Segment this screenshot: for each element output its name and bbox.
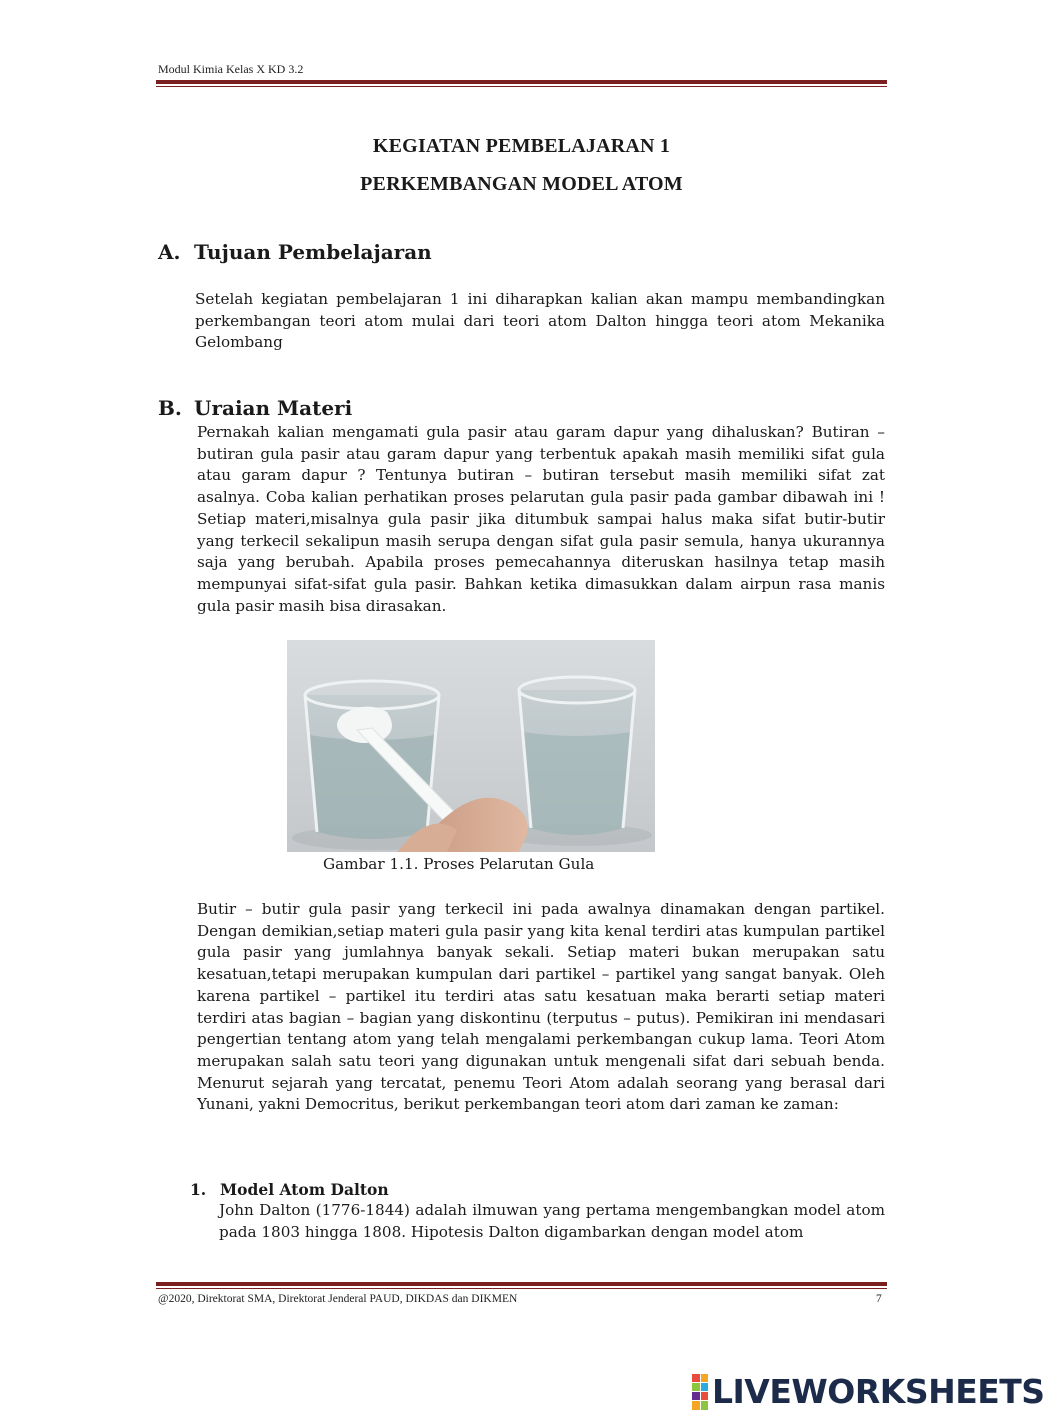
- subsection-1-heading: [190, 1180, 389, 1199]
- subsection-1-paragraph: John Dalton (1776-1844) adalah ilmuwan yang pertama mengembangkan model atom pada 1803 hingga 1808. Hipotesis Dalton digambarkan dengan model atom: [219, 1201, 885, 1241]
- liveworksheets-text: LIVEWORKSHEETS: [712, 1372, 1045, 1411]
- section-b-title: Uraian Materi: [194, 396, 353, 420]
- header-rule: [156, 80, 887, 87]
- page-header: Modul Kimia Kelas X KD 3.2: [158, 62, 304, 76]
- subsection-1-title: Model Atom Dalton: [220, 1180, 389, 1199]
- footer-credit: @2020, Direktorat SMA, Direktorat Jenderal PAUD, DIKDAS dan DIKMEN: [158, 1293, 518, 1305]
- subsection-1-number: 1.: [190, 1180, 207, 1199]
- sugar-dissolving-photo: [287, 640, 655, 852]
- section-b-number: B.: [158, 396, 182, 420]
- footer-rule: [156, 1282, 887, 1289]
- section-a-paragraph: Setelah kegiatan pembelajaran 1 ini diharapkan kalian akan mampu membandingkan perkembangan teori atom mulai dari teori atom Dalton hingga teori atom Mekanika Gelombang: [195, 290, 885, 352]
- liveworksheets-watermark: [692, 1372, 1045, 1411]
- figure-caption: Gambar 1.1. Proses Pelarutan Gula: [323, 855, 595, 873]
- liveworksheets-logo-icon: [692, 1374, 708, 1410]
- section-a-number: A.: [158, 240, 181, 264]
- page-number: 7: [876, 1293, 882, 1305]
- section-a-title: Tujuan Pembelajaran: [194, 240, 432, 264]
- lesson-subtitle: PERKEMBANGAN MODEL ATOM: [360, 173, 683, 195]
- section-b-paragraph-2: Butir – butir gula pasir yang terkecil ini pada awalnya dinamakan dengan partikel. Dengan demikian,setiap materi gula pasir yang kita kenal terdiri atas kumpulan partikel gula pasir yang jumlahnya banyak sekali. Setiap materi bukan merupakan satu kesatuan,tetapi merupakan kumpulan dari partikel – partikel yang sangat banyak. Oleh karena partikel – partikel itu terdiri atas satu kesatuan maka berarti setiap materi terdiri atas bagian – bagian yang diskontinu (terputus – putus). Pemikiran ini mendasari pengertian tentang atom yang telah mengalami perkembangan cukup lama. Teori Atom merupakan salah satu teori yang digunakan untuk mengenali sifat dari sebuah benda. Menurut sejarah yang tercatat, penemu Teori Atom adalah seorang yang berasal dari Yunani, yakni Democritus, berikut perkembangan teori atom dari zaman ke zaman:: [197, 900, 885, 1114]
- section-a-heading: [158, 240, 432, 264]
- section-b-heading: [158, 396, 352, 420]
- lesson-title: KEGIATAN PEMBELAJARAN 1: [372, 135, 671, 157]
- section-b-paragraph-1: Pernakah kalian mengamati gula pasir atau garam dapur yang dihaluskan? Butiran – butiran gula pasir atau garam dapur yang terbentuk apakah masih memiliki sifat gula atau garam dapur ? Tentunya butiran – butiran tersebut masih memiliki sifat zat asalnya. Coba kalian perhatikan proses pelarutan gula pasir pada gambar dibawah ini ! Setiap materi,misalnya gula pasir jika ditumbuk sampai halus maka sifat butir-butir yang terkecil sekalipun masih serupa dengan sifat gula pasir semula, hanya ukurannya saja yang berubah. Apabila proses pemecahannya diteruskan hasilnya tetap masih mempunyai sifat-sifat gula pasir. Bahkan ketika dimasukkan dalam airpun rasa manis gula pasir masih bisa dirasakan.: [197, 423, 885, 615]
